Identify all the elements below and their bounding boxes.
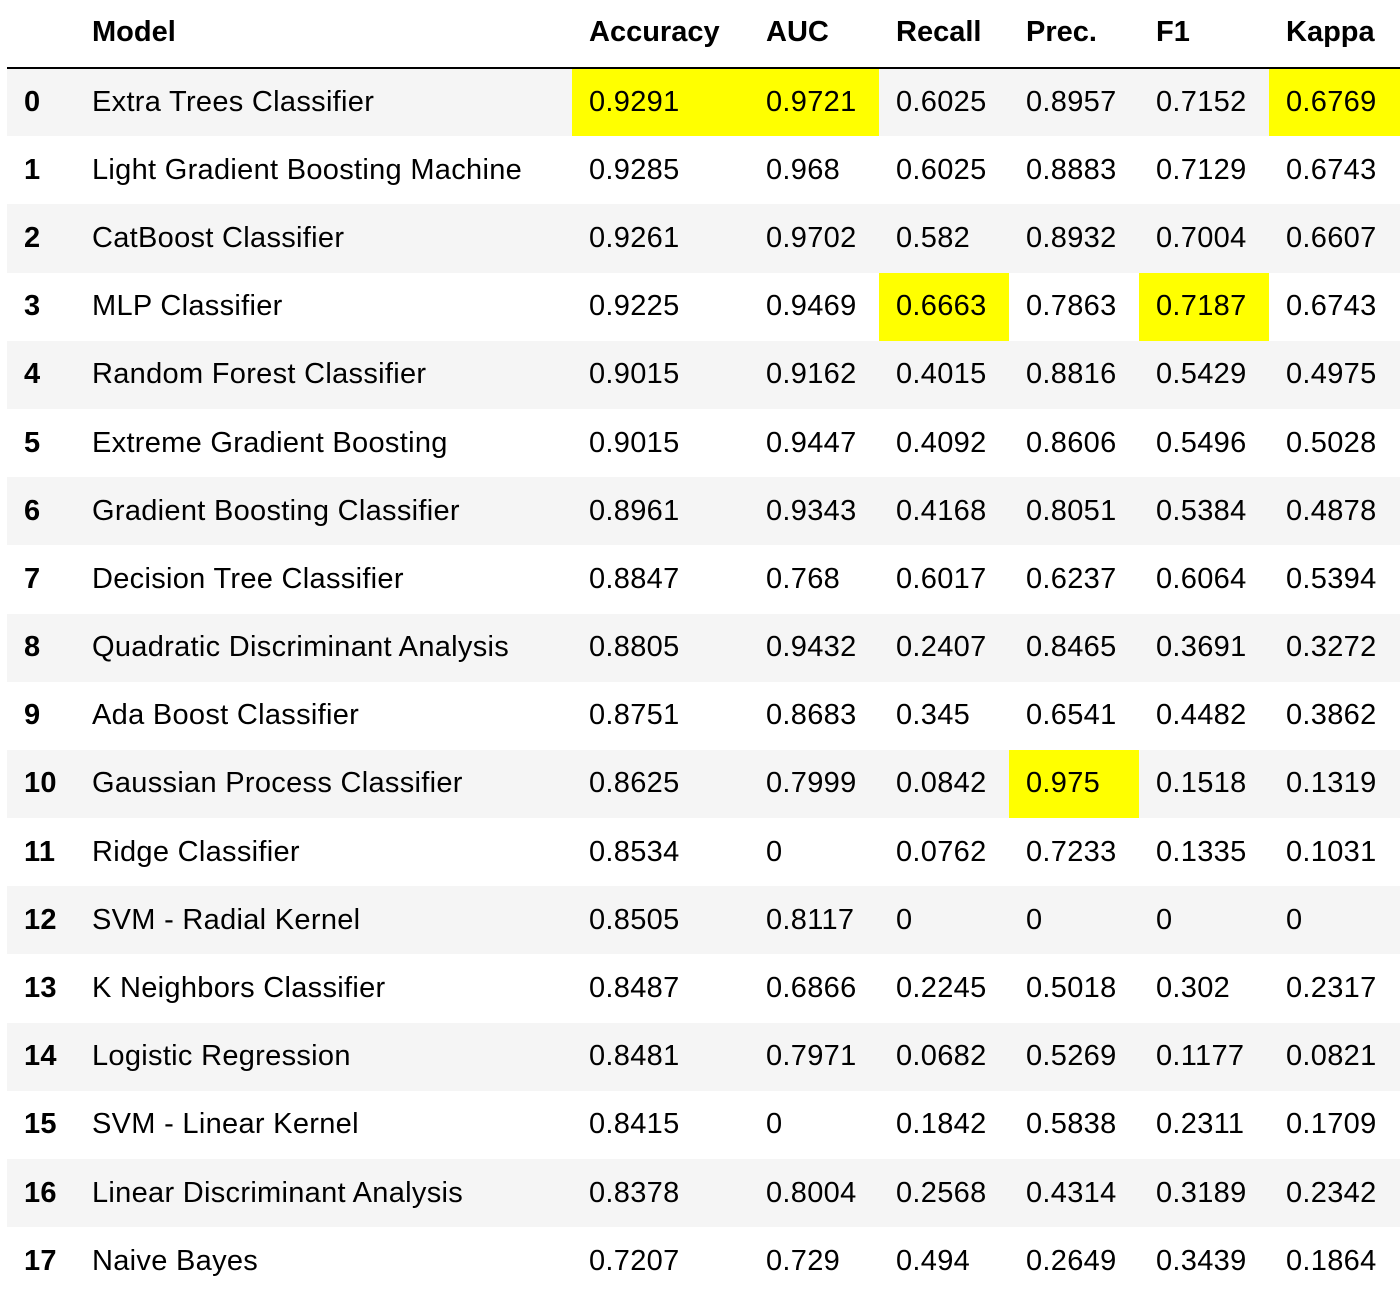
kappa-cell: 0.3272 [1286,631,1377,664]
prec-cell: 0.8606 [1026,426,1117,459]
row-index: 9 [24,699,41,732]
table-row [7,1023,1400,1091]
kappa-cell: 0.2342 [1286,1176,1377,1209]
accuracy-cell: 0.8751 [589,699,680,732]
model-name-cell: SVM - Radial Kernel [92,903,361,936]
accuracy-cell: 0.8415 [589,1108,680,1141]
recall-cell: 0 [896,903,913,936]
row-index: 8 [24,631,41,664]
header-kappa: Kappa [1269,0,1400,68]
header-row [7,0,1400,68]
row-index: 2 [24,221,41,254]
recall-cell: 0.4015 [896,358,987,391]
model-name-cell: Naive Bayes [92,1244,259,1277]
accuracy-cell: 0.8378 [589,1176,680,1209]
auc-cell: 0.6866 [766,972,857,1005]
kappa-cell: 0 [1286,903,1303,936]
row-index: 3 [24,290,41,323]
f1-cell: 0.6064 [1156,562,1247,595]
prec-cell: 0.5838 [1026,1108,1117,1141]
f1-cell: 0.1335 [1156,835,1247,868]
model-name-cell: Extra Trees Classifier [92,86,375,119]
kappa-cell: 0.0821 [1286,1040,1377,1073]
row-index: 7 [24,562,41,595]
row-index: 15 [24,1108,57,1141]
table-row [7,1227,1400,1295]
row-index: 10 [24,767,57,800]
recall-cell: 0.2407 [896,631,987,664]
prec-cell: 0.8465 [1026,631,1117,664]
prec-cell: 0.6541 [1026,699,1117,732]
kappa-cell: 0.5394 [1286,562,1377,595]
auc-cell: 0 [766,1108,783,1141]
model-name-cell: Random Forest Classifier [92,358,427,391]
auc-cell: 0.8004 [766,1176,857,1209]
model-name-cell: Linear Discriminant Analysis [92,1176,464,1209]
table-row [7,273,1400,341]
auc-cell: 0.8117 [766,903,855,936]
auc-cell: 0.8683 [766,699,857,732]
kappa-cell: 0.6769 [1269,68,1400,136]
auc-cell: 0.9469 [766,290,857,323]
recall-cell: 0.345 [896,699,971,732]
f1-cell: 0.7187 [1139,273,1269,341]
row-index: 16 [24,1176,57,1209]
table-row [7,204,1400,272]
accuracy-cell: 0.7207 [589,1244,680,1277]
table-header [7,0,1400,68]
kappa-cell: 0.2317 [1286,972,1377,1005]
recall-cell: 0.6017 [896,562,987,595]
header-recall: Recall [879,0,1009,68]
recall-cell: 0.6025 [896,153,987,186]
prec-cell: 0.7233 [1026,835,1117,868]
header-model: Model [75,0,572,68]
accuracy-cell: 0.8505 [589,903,680,936]
table-body [7,68,1400,1295]
kappa-cell: 0.1709 [1286,1108,1377,1141]
f1-cell: 0.4482 [1156,699,1247,732]
table-row [7,818,1400,886]
recall-cell: 0.4092 [896,426,987,459]
row-index: 13 [24,972,57,1005]
table-row [7,136,1400,204]
kappa-cell: 0.1864 [1286,1244,1377,1277]
f1-cell: 0.5429 [1156,358,1247,391]
prec-cell: 0.5018 [1026,972,1117,1005]
kappa-cell: 0.3862 [1286,699,1377,732]
recall-cell: 0.6025 [896,86,987,119]
recall-cell: 0.0762 [896,835,987,868]
model-comparison-table [7,0,1400,1295]
auc-cell: 0.7999 [766,767,857,800]
row-index: 5 [24,426,41,459]
row-index: 1 [24,153,41,186]
f1-cell: 0.3691 [1156,631,1247,664]
recall-cell: 0.0682 [896,1040,987,1073]
accuracy-cell: 0.9261 [589,221,680,254]
accuracy-cell: 0.8534 [589,835,680,868]
recall-cell: 0.2568 [896,1176,987,1209]
row-index: 14 [24,1040,57,1073]
model-name-cell: Extreme Gradient Boosting [92,426,448,459]
model-name-cell: Decision Tree Classifier [92,562,404,595]
table-row [7,614,1400,682]
table-row [7,68,1400,136]
auc-cell: 0.9432 [766,631,857,664]
model-name-cell: SVM - Linear Kernel [92,1108,359,1141]
prec-cell: 0 [1026,903,1043,936]
f1-cell: 0.2311 [1156,1108,1245,1141]
f1-cell: 0.7129 [1156,153,1247,186]
table-row [7,954,1400,1022]
header-auc: AUC [749,0,879,68]
auc-cell: 0.9702 [766,221,857,254]
prec-cell: 0.975 [1009,750,1139,818]
accuracy-cell: 0.9225 [589,290,680,323]
auc-cell: 0.7971 [766,1040,857,1073]
accuracy-cell: 0.9291 [572,68,749,136]
recall-cell: 0.0842 [896,767,987,800]
auc-cell: 0.9343 [766,494,857,527]
prec-cell: 0.2649 [1026,1244,1117,1277]
model-name-cell: Ada Boost Classifier [92,699,360,732]
accuracy-cell: 0.8481 [589,1040,680,1073]
accuracy-cell: 0.9015 [589,426,680,459]
table-row [7,1159,1400,1227]
accuracy-cell: 0.8847 [589,562,680,595]
auc-cell: 0 [766,835,783,868]
prec-cell: 0.4314 [1026,1176,1117,1209]
model-name-cell: K Neighbors Classifier [92,972,386,1005]
kappa-cell: 0.6743 [1286,153,1377,186]
row-index: 6 [24,494,41,527]
accuracy-cell: 0.8961 [589,494,680,527]
header-accuracy: Accuracy [572,0,749,68]
kappa-cell: 0.5028 [1286,426,1377,459]
header-index [7,0,75,68]
accuracy-cell: 0.8805 [589,631,680,664]
f1-cell: 0.3439 [1156,1244,1247,1277]
table-row [7,409,1400,477]
prec-cell: 0.5269 [1026,1040,1117,1073]
f1-cell: 0.3189 [1156,1176,1247,1209]
accuracy-cell: 0.9015 [589,358,680,391]
f1-cell: 0.7004 [1156,221,1247,254]
model-name-cell: Ridge Classifier [92,835,300,868]
kappa-cell: 0.4878 [1286,494,1377,527]
auc-cell: 0.729 [766,1244,841,1277]
kappa-cell: 0.1031 [1286,835,1377,868]
accuracy-cell: 0.8487 [589,972,680,1005]
f1-cell: 0.5384 [1156,494,1247,527]
recall-cell: 0.1842 [896,1108,987,1141]
row-index: 11 [24,835,56,868]
recall-cell: 0.4168 [896,494,987,527]
auc-cell: 0.9162 [766,358,857,391]
accuracy-cell: 0.8625 [589,767,680,800]
model-name-cell: MLP Classifier [92,290,283,323]
f1-cell: 0 [1156,903,1173,936]
prec-cell: 0.8816 [1026,358,1117,391]
row-index: 0 [24,86,41,119]
model-name-cell: Gaussian Process Classifier [92,767,463,800]
prec-cell: 0.8051 [1026,494,1117,527]
model-name-cell: Gradient Boosting Classifier [92,494,460,527]
model-name-cell: Light Gradient Boosting Machine [92,153,523,186]
row-index: 17 [24,1244,57,1277]
prec-cell: 0.8932 [1026,221,1117,254]
header-prec: Prec. [1009,0,1139,68]
recall-cell: 0.6663 [879,273,1009,341]
f1-cell: 0.5496 [1156,426,1247,459]
kappa-cell: 0.6743 [1286,290,1377,323]
row-index: 12 [24,903,57,936]
model-name-cell: Quadratic Discriminant Analysis [92,631,510,664]
header-f1: F1 [1139,0,1269,68]
auc-cell: 0.9447 [766,426,857,459]
row-index: 4 [24,358,41,391]
prec-cell: 0.8883 [1026,153,1117,186]
auc-cell: 0.968 [766,153,841,186]
f1-cell: 0.302 [1156,972,1231,1005]
table-row [7,886,1400,954]
recall-cell: 0.494 [896,1244,971,1277]
table-row [7,682,1400,750]
table-row [7,341,1400,409]
prec-cell: 0.6237 [1026,562,1117,595]
kappa-cell: 0.4975 [1286,358,1377,391]
table-row [7,545,1400,613]
recall-cell: 0.582 [896,221,971,254]
table-row [7,750,1400,818]
f1-cell: 0.1177 [1156,1040,1245,1073]
model-name-cell: CatBoost Classifier [92,221,345,254]
table-row [7,1091,1400,1159]
prec-cell: 0.8957 [1026,86,1117,119]
prec-cell: 0.7863 [1026,290,1117,323]
auc-cell: 0.9721 [749,68,879,136]
accuracy-cell: 0.9285 [589,153,680,186]
auc-cell: 0.768 [766,562,841,595]
kappa-cell: 0.1319 [1286,767,1377,800]
model-name-cell: Logistic Regression [92,1040,351,1073]
f1-cell: 0.1518 [1156,767,1247,800]
recall-cell: 0.2245 [896,972,987,1005]
f1-cell: 0.7152 [1156,86,1247,119]
table-row [7,477,1400,545]
kappa-cell: 0.6607 [1286,221,1377,254]
